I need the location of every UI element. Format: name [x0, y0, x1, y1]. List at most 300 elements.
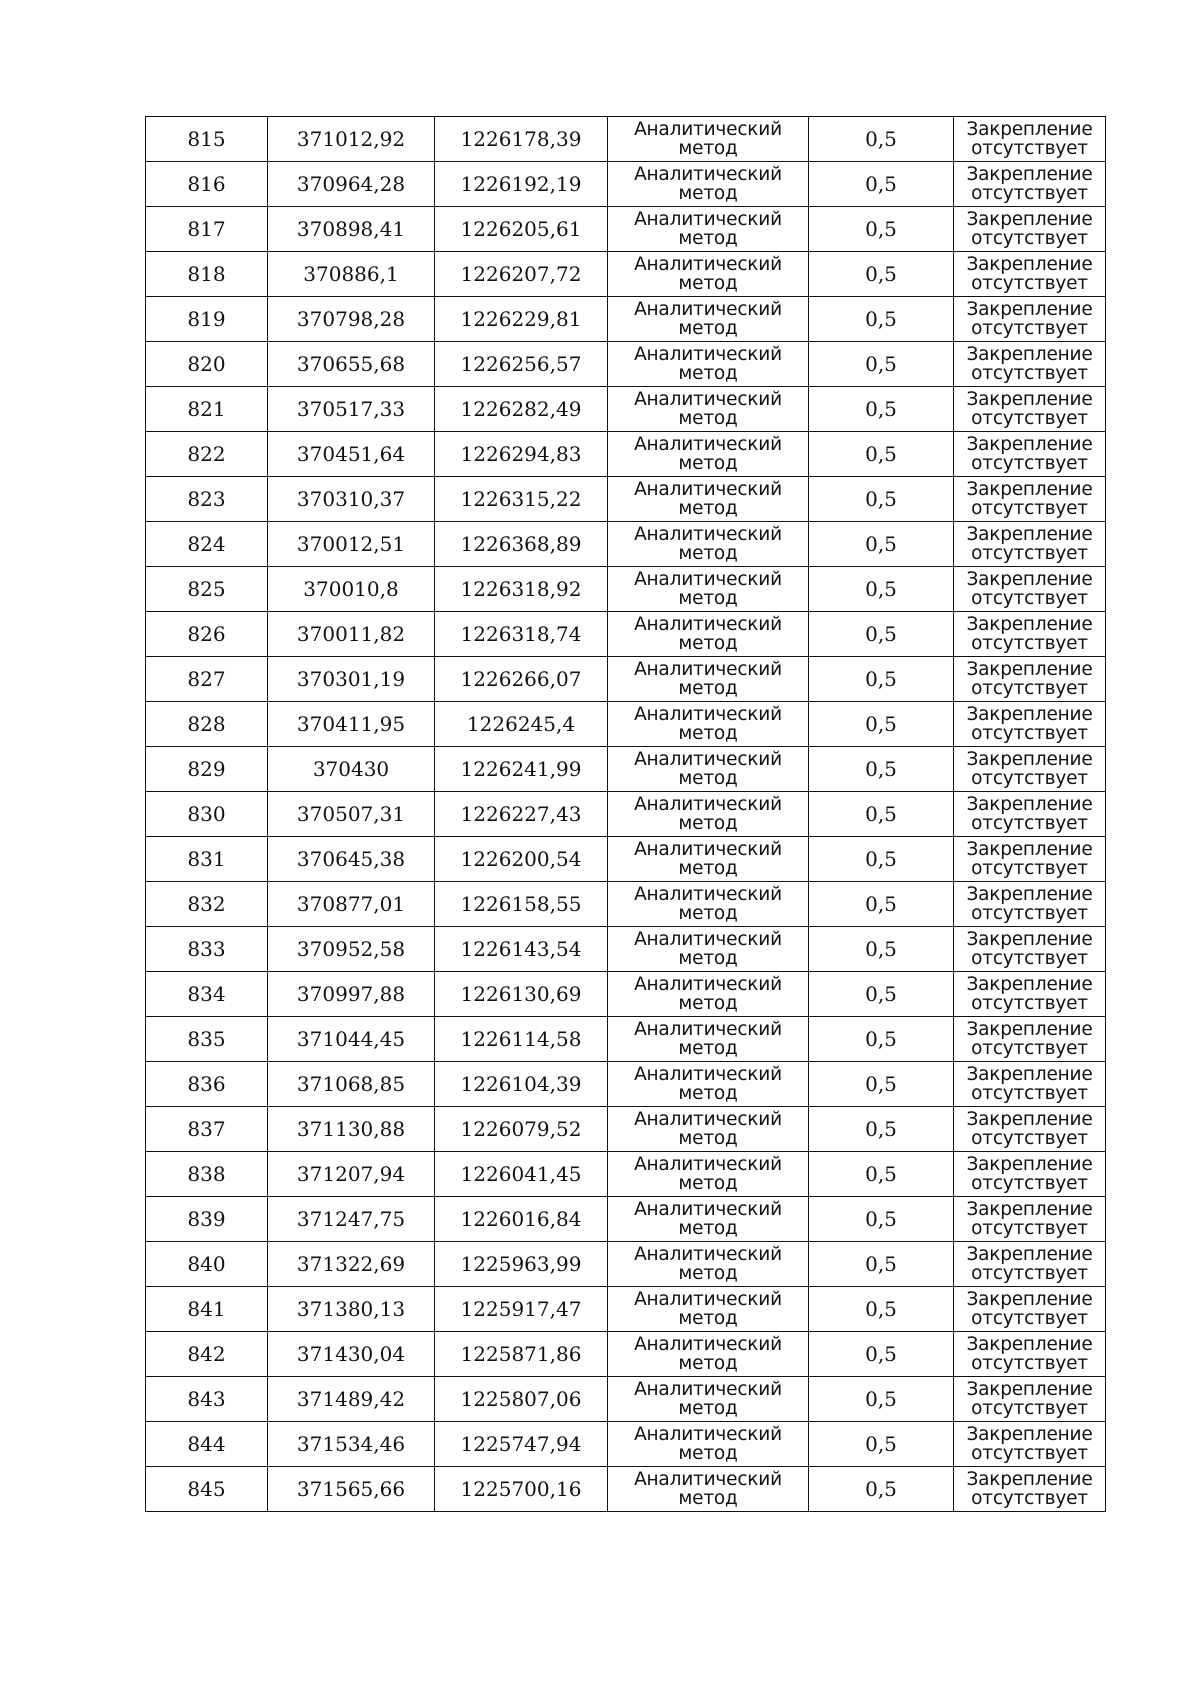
point-number-cell: 830: [146, 792, 268, 837]
accuracy-cell: 0,5: [809, 162, 954, 207]
x-coordinate-cell: 371068,85: [268, 1062, 435, 1107]
accuracy-cell: 0,5: [809, 1287, 954, 1332]
fixing-line-1: Закрепление: [966, 1334, 1093, 1355]
fixing-cell: [954, 1377, 1106, 1422]
y-coordinate-cell: 1226016,84: [435, 1197, 608, 1242]
accuracy-cell: 0,5: [809, 792, 954, 837]
y-coordinate-cell: 1226158,55: [435, 882, 608, 927]
table-row: [146, 1377, 1106, 1422]
method-line-1: Аналитический: [634, 659, 782, 680]
y-coordinate-cell: 1226192,19: [435, 162, 608, 207]
method-line-1: Аналитический: [634, 749, 782, 770]
fixing-cell: [954, 972, 1106, 1017]
coordinates-table-body: [146, 117, 1106, 1512]
fixing-line-1: Закрепление: [966, 839, 1093, 860]
y-coordinate-cell: 1226318,92: [435, 567, 608, 612]
point-number-cell: 829: [146, 747, 268, 792]
x-coordinate-cell: 370952,58: [268, 927, 435, 972]
fixing-line-2: отсутствует: [971, 408, 1088, 429]
table-row: [146, 972, 1106, 1017]
fixing-cell: [954, 1422, 1106, 1467]
method-line-1: Аналитический: [634, 1424, 782, 1445]
fixing-line-2: отсутствует: [971, 993, 1088, 1014]
fixing-cell: [954, 1197, 1106, 1242]
fixing-cell: [954, 927, 1106, 972]
fixing-line-1: Закрепление: [966, 884, 1093, 905]
fixing-line-1: Закрепление: [966, 974, 1093, 995]
table-row: [146, 1197, 1106, 1242]
method-line-1: Аналитический: [634, 974, 782, 995]
x-coordinate-cell: 371565,66: [268, 1467, 435, 1512]
fixing-line-2: отсутствует: [971, 768, 1088, 789]
accuracy-cell: 0,5: [809, 612, 954, 657]
method-line-1: Аналитический: [634, 344, 782, 365]
method-line-1: Аналитический: [634, 209, 782, 230]
table-row: [146, 252, 1106, 297]
x-coordinate-cell: 371207,94: [268, 1152, 435, 1197]
y-coordinate-cell: 1226178,39: [435, 117, 608, 162]
point-number-cell: 845: [146, 1467, 268, 1512]
point-number-cell: 838: [146, 1152, 268, 1197]
y-coordinate-cell: 1226227,43: [435, 792, 608, 837]
method-line-1: Аналитический: [634, 524, 782, 545]
fixing-line-2: отсутствует: [971, 858, 1088, 879]
table-row: [146, 612, 1106, 657]
y-coordinate-cell: 1226200,54: [435, 837, 608, 882]
fixing-line-2: отсутствует: [971, 1218, 1088, 1239]
point-number-cell: 815: [146, 117, 268, 162]
point-number-cell: 843: [146, 1377, 268, 1422]
method-line-2: метод: [678, 813, 738, 834]
method-line-2: метод: [678, 678, 738, 699]
method-line-1: Аналитический: [634, 434, 782, 455]
method-line-1: Аналитический: [634, 1289, 782, 1310]
accuracy-cell: 0,5: [809, 1467, 954, 1512]
method-line-1: Аналитический: [634, 1064, 782, 1085]
table-row: [146, 1062, 1106, 1107]
fixing-cell: [954, 1152, 1106, 1197]
fixing-line-2: отсутствует: [971, 1398, 1088, 1419]
method-line-1: Аналитический: [634, 1154, 782, 1175]
fixing-line-1: Закрепление: [966, 1424, 1093, 1445]
point-number-cell: 821: [146, 387, 268, 432]
point-number-cell: 824: [146, 522, 268, 567]
method-cell: [608, 792, 809, 837]
y-coordinate-cell: 1226282,49: [435, 387, 608, 432]
method-cell: [608, 1107, 809, 1152]
fixing-line-2: отсутствует: [971, 948, 1088, 969]
fixing-cell: [954, 252, 1106, 297]
method-cell: [608, 252, 809, 297]
fixing-line-2: отсутствует: [971, 1488, 1088, 1509]
y-coordinate-cell: 1225747,94: [435, 1422, 608, 1467]
y-coordinate-cell: 1226130,69: [435, 972, 608, 1017]
point-number-cell: 825: [146, 567, 268, 612]
x-coordinate-cell: 370310,37: [268, 477, 435, 522]
fixing-cell: [954, 1242, 1106, 1287]
method-line-1: Аналитический: [634, 884, 782, 905]
method-line-1: Аналитический: [634, 299, 782, 320]
fixing-line-1: Закрепление: [966, 479, 1093, 500]
method-line-2: метод: [678, 498, 738, 519]
table-row: [146, 162, 1106, 207]
x-coordinate-cell: 371380,13: [268, 1287, 435, 1332]
method-line-2: метод: [678, 363, 738, 384]
fixing-line-2: отсутствует: [971, 903, 1088, 924]
fixing-cell: [954, 522, 1106, 567]
table-row: [146, 297, 1106, 342]
y-coordinate-cell: 1225963,99: [435, 1242, 608, 1287]
table-row: [146, 1152, 1106, 1197]
method-line-2: метод: [678, 1308, 738, 1329]
fixing-line-2: отсутствует: [971, 678, 1088, 699]
table-row: [146, 387, 1106, 432]
method-line-1: Аналитический: [634, 614, 782, 635]
x-coordinate-cell: 370517,33: [268, 387, 435, 432]
table-row: [146, 567, 1106, 612]
method-cell: [608, 1467, 809, 1512]
point-number-cell: 816: [146, 162, 268, 207]
point-number-cell: 832: [146, 882, 268, 927]
method-cell: [608, 702, 809, 747]
fixing-cell: [954, 1287, 1106, 1332]
method-line-2: метод: [678, 273, 738, 294]
x-coordinate-cell: 370997,88: [268, 972, 435, 1017]
method-cell: [608, 1242, 809, 1287]
method-cell: [608, 117, 809, 162]
point-number-cell: 828: [146, 702, 268, 747]
method-line-2: метод: [678, 993, 738, 1014]
method-line-2: метод: [678, 228, 738, 249]
table-row: [146, 927, 1106, 972]
method-line-2: метод: [678, 1128, 738, 1149]
fixing-cell: [954, 1467, 1106, 1512]
fixing-line-1: Закрепление: [966, 1109, 1093, 1130]
point-number-cell: 839: [146, 1197, 268, 1242]
method-line-2: метод: [678, 768, 738, 789]
method-cell: [608, 1287, 809, 1332]
fixing-line-1: Закрепление: [966, 1289, 1093, 1310]
method-cell: [608, 522, 809, 567]
method-line-1: Аналитический: [634, 1379, 782, 1400]
fixing-line-2: отсутствует: [971, 228, 1088, 249]
fixing-line-2: отсутствует: [971, 183, 1088, 204]
table-row: [146, 837, 1106, 882]
method-line-2: метод: [678, 453, 738, 474]
fixing-line-1: Закрепление: [966, 389, 1093, 410]
fixing-cell: [954, 657, 1106, 702]
point-number-cell: 834: [146, 972, 268, 1017]
method-cell: [608, 612, 809, 657]
accuracy-cell: 0,5: [809, 432, 954, 477]
method-cell: [608, 342, 809, 387]
point-number-cell: 827: [146, 657, 268, 702]
fixing-line-1: Закрепление: [966, 434, 1093, 455]
method-line-2: метод: [678, 1263, 738, 1284]
fixing-cell: [954, 1107, 1106, 1152]
fixing-cell: [954, 837, 1106, 882]
accuracy-cell: 0,5: [809, 477, 954, 522]
method-cell: [608, 162, 809, 207]
x-coordinate-cell: 370451,64: [268, 432, 435, 477]
accuracy-cell: 0,5: [809, 972, 954, 1017]
fixing-line-2: отсутствует: [971, 318, 1088, 339]
fixing-line-1: Закрепление: [966, 614, 1093, 635]
point-number-cell: 836: [146, 1062, 268, 1107]
method-line-1: Аналитический: [634, 704, 782, 725]
method-cell: [608, 477, 809, 522]
accuracy-cell: 0,5: [809, 1062, 954, 1107]
table-row: [146, 657, 1106, 702]
method-cell: [608, 747, 809, 792]
table-row: [146, 882, 1106, 927]
x-coordinate-cell: 371247,75: [268, 1197, 435, 1242]
fixing-cell: [954, 882, 1106, 927]
y-coordinate-cell: 1226229,81: [435, 297, 608, 342]
fixing-cell: [954, 792, 1106, 837]
fixing-line-1: Закрепление: [966, 704, 1093, 725]
y-coordinate-cell: 1226256,57: [435, 342, 608, 387]
fixing-line-2: отсутствует: [971, 1443, 1088, 1464]
x-coordinate-cell: 370886,1: [268, 252, 435, 297]
y-coordinate-cell: 1226207,72: [435, 252, 608, 297]
point-number-cell: 833: [146, 927, 268, 972]
method-line-1: Аналитический: [634, 1199, 782, 1220]
fixing-line-1: Закрепление: [966, 1199, 1093, 1220]
method-cell: [608, 207, 809, 252]
table-row: [146, 117, 1106, 162]
y-coordinate-cell: 1226241,99: [435, 747, 608, 792]
method-line-2: метод: [678, 903, 738, 924]
y-coordinate-cell: 1225917,47: [435, 1287, 608, 1332]
method-line-1: Аналитический: [634, 164, 782, 185]
method-line-2: метод: [678, 588, 738, 609]
fixing-line-1: Закрепление: [966, 1019, 1093, 1040]
y-coordinate-cell: 1226294,83: [435, 432, 608, 477]
x-coordinate-cell: 371012,92: [268, 117, 435, 162]
accuracy-cell: 0,5: [809, 387, 954, 432]
y-coordinate-cell: 1225807,06: [435, 1377, 608, 1422]
table-row: [146, 432, 1106, 477]
point-number-cell: 841: [146, 1287, 268, 1332]
accuracy-cell: 0,5: [809, 1422, 954, 1467]
method-cell: [608, 882, 809, 927]
method-cell: [608, 387, 809, 432]
method-cell: [608, 1152, 809, 1197]
accuracy-cell: 0,5: [809, 1242, 954, 1287]
table-row: [146, 1422, 1106, 1467]
point-number-cell: 835: [146, 1017, 268, 1062]
accuracy-cell: 0,5: [809, 657, 954, 702]
fixing-line-2: отсутствует: [971, 1083, 1088, 1104]
method-line-2: метод: [678, 408, 738, 429]
method-line-2: метод: [678, 633, 738, 654]
fixing-cell: [954, 162, 1106, 207]
table-row: [146, 1242, 1106, 1287]
method-line-1: Аналитический: [634, 389, 782, 410]
table-row: [146, 477, 1106, 522]
y-coordinate-cell: 1226318,74: [435, 612, 608, 657]
x-coordinate-cell: 370877,01: [268, 882, 435, 927]
method-cell: [608, 432, 809, 477]
fixing-line-1: Закрепление: [966, 524, 1093, 545]
fixing-line-2: отсутствует: [971, 1353, 1088, 1374]
method-line-1: Аналитический: [634, 1109, 782, 1130]
fixing-line-1: Закрепление: [966, 929, 1093, 950]
fixing-line-1: Закрепление: [966, 569, 1093, 590]
method-line-2: метод: [678, 543, 738, 564]
method-line-1: Аналитический: [634, 1244, 782, 1265]
accuracy-cell: 0,5: [809, 342, 954, 387]
accuracy-cell: 0,5: [809, 927, 954, 972]
point-number-cell: 831: [146, 837, 268, 882]
table-row: [146, 792, 1106, 837]
x-coordinate-cell: 370655,68: [268, 342, 435, 387]
method-cell: [608, 1197, 809, 1242]
fixing-cell: [954, 477, 1106, 522]
x-coordinate-cell: 370411,95: [268, 702, 435, 747]
x-coordinate-cell: 370011,82: [268, 612, 435, 657]
fixing-cell: [954, 1017, 1106, 1062]
fixing-line-1: Закрепление: [966, 299, 1093, 320]
fixing-cell: [954, 297, 1106, 342]
accuracy-cell: 0,5: [809, 117, 954, 162]
accuracy-cell: 0,5: [809, 1152, 954, 1197]
fixing-cell: [954, 387, 1106, 432]
fixing-line-2: отсутствует: [971, 543, 1088, 564]
table-row: [146, 522, 1106, 567]
point-number-cell: 818: [146, 252, 268, 297]
accuracy-cell: 0,5: [809, 297, 954, 342]
method-cell: [608, 927, 809, 972]
accuracy-cell: 0,5: [809, 1377, 954, 1422]
point-number-cell: 820: [146, 342, 268, 387]
fixing-line-2: отсутствует: [971, 363, 1088, 384]
y-coordinate-cell: 1226315,22: [435, 477, 608, 522]
x-coordinate-cell: 370430: [268, 747, 435, 792]
table-row: [146, 1017, 1106, 1062]
method-line-2: метод: [678, 1398, 738, 1419]
accuracy-cell: 0,5: [809, 567, 954, 612]
fixing-line-1: Закрепление: [966, 1064, 1093, 1085]
y-coordinate-cell: 1226079,52: [435, 1107, 608, 1152]
method-line-2: метод: [678, 1218, 738, 1239]
accuracy-cell: 0,5: [809, 1107, 954, 1152]
x-coordinate-cell: 371430,04: [268, 1332, 435, 1377]
method-line-2: метод: [678, 1353, 738, 1374]
method-cell: [608, 1017, 809, 1062]
method-line-2: метод: [678, 318, 738, 339]
accuracy-cell: 0,5: [809, 522, 954, 567]
y-coordinate-cell: 1226143,54: [435, 927, 608, 972]
fixing-line-1: Закрепление: [966, 1154, 1093, 1175]
x-coordinate-cell: 370012,51: [268, 522, 435, 567]
fixing-line-1: Закрепление: [966, 659, 1093, 680]
fixing-cell: [954, 612, 1106, 657]
x-coordinate-cell: 370898,41: [268, 207, 435, 252]
method-cell: [608, 837, 809, 882]
method-cell: [608, 1422, 809, 1467]
fixing-cell: [954, 207, 1106, 252]
fixing-cell: [954, 567, 1106, 612]
table-row: [146, 342, 1106, 387]
method-line-1: Аналитический: [634, 1334, 782, 1355]
accuracy-cell: 0,5: [809, 702, 954, 747]
accuracy-cell: 0,5: [809, 747, 954, 792]
fixing-line-2: отсутствует: [971, 453, 1088, 474]
accuracy-cell: 0,5: [809, 1197, 954, 1242]
point-number-cell: 837: [146, 1107, 268, 1152]
method-cell: [608, 1062, 809, 1107]
fixing-line-1: Закрепление: [966, 344, 1093, 365]
fixing-line-2: отсутствует: [971, 813, 1088, 834]
x-coordinate-cell: 370645,38: [268, 837, 435, 882]
point-number-cell: 822: [146, 432, 268, 477]
fixing-line-1: Закрепление: [966, 1379, 1093, 1400]
point-number-cell: 844: [146, 1422, 268, 1467]
fixing-line-2: отсутствует: [971, 138, 1088, 159]
table-row: [146, 747, 1106, 792]
fixing-line-2: отсутствует: [971, 588, 1088, 609]
point-number-cell: 823: [146, 477, 268, 522]
table-row: [146, 1467, 1106, 1512]
fixing-line-1: Закрепление: [966, 794, 1093, 815]
y-coordinate-cell: 1226368,89: [435, 522, 608, 567]
y-coordinate-cell: 1225871,86: [435, 1332, 608, 1377]
method-line-2: метод: [678, 723, 738, 744]
x-coordinate-cell: 370301,19: [268, 657, 435, 702]
x-coordinate-cell: 370964,28: [268, 162, 435, 207]
fixing-line-1: Закрепление: [966, 209, 1093, 230]
x-coordinate-cell: 371489,42: [268, 1377, 435, 1422]
method-line-1: Аналитический: [634, 929, 782, 950]
method-line-1: Аналитический: [634, 119, 782, 140]
fixing-line-2: отсутствует: [971, 723, 1088, 744]
fixing-line-1: Закрепление: [966, 164, 1093, 185]
method-line-2: метод: [678, 858, 738, 879]
fixing-line-2: отсутствует: [971, 1263, 1088, 1284]
method-line-1: Аналитический: [634, 1469, 782, 1490]
point-number-cell: 840: [146, 1242, 268, 1287]
table-row: [146, 1287, 1106, 1332]
y-coordinate-cell: 1226205,61: [435, 207, 608, 252]
fixing-cell: [954, 1062, 1106, 1107]
method-line-2: метод: [678, 1083, 738, 1104]
point-number-cell: 826: [146, 612, 268, 657]
fixing-line-1: Закрепление: [966, 749, 1093, 770]
x-coordinate-cell: 370798,28: [268, 297, 435, 342]
method-line-1: Аналитический: [634, 569, 782, 590]
x-coordinate-cell: 370507,31: [268, 792, 435, 837]
point-number-cell: 842: [146, 1332, 268, 1377]
fixing-line-2: отсутствует: [971, 1308, 1088, 1329]
point-number-cell: 819: [146, 297, 268, 342]
table-row: [146, 207, 1106, 252]
fixing-line-1: Закрепление: [966, 254, 1093, 275]
method-line-1: Аналитический: [634, 839, 782, 860]
method-line-1: Аналитический: [634, 1019, 782, 1040]
table-row: [146, 702, 1106, 747]
x-coordinate-cell: 371534,46: [268, 1422, 435, 1467]
fixing-cell: [954, 1332, 1106, 1377]
method-line-1: Аналитический: [634, 254, 782, 275]
accuracy-cell: 0,5: [809, 1017, 954, 1062]
method-line-2: метод: [678, 183, 738, 204]
fixing-cell: [954, 342, 1106, 387]
fixing-line-1: Закрепление: [966, 1469, 1093, 1490]
method-line-2: метод: [678, 138, 738, 159]
y-coordinate-cell: 1226245,4: [435, 702, 608, 747]
